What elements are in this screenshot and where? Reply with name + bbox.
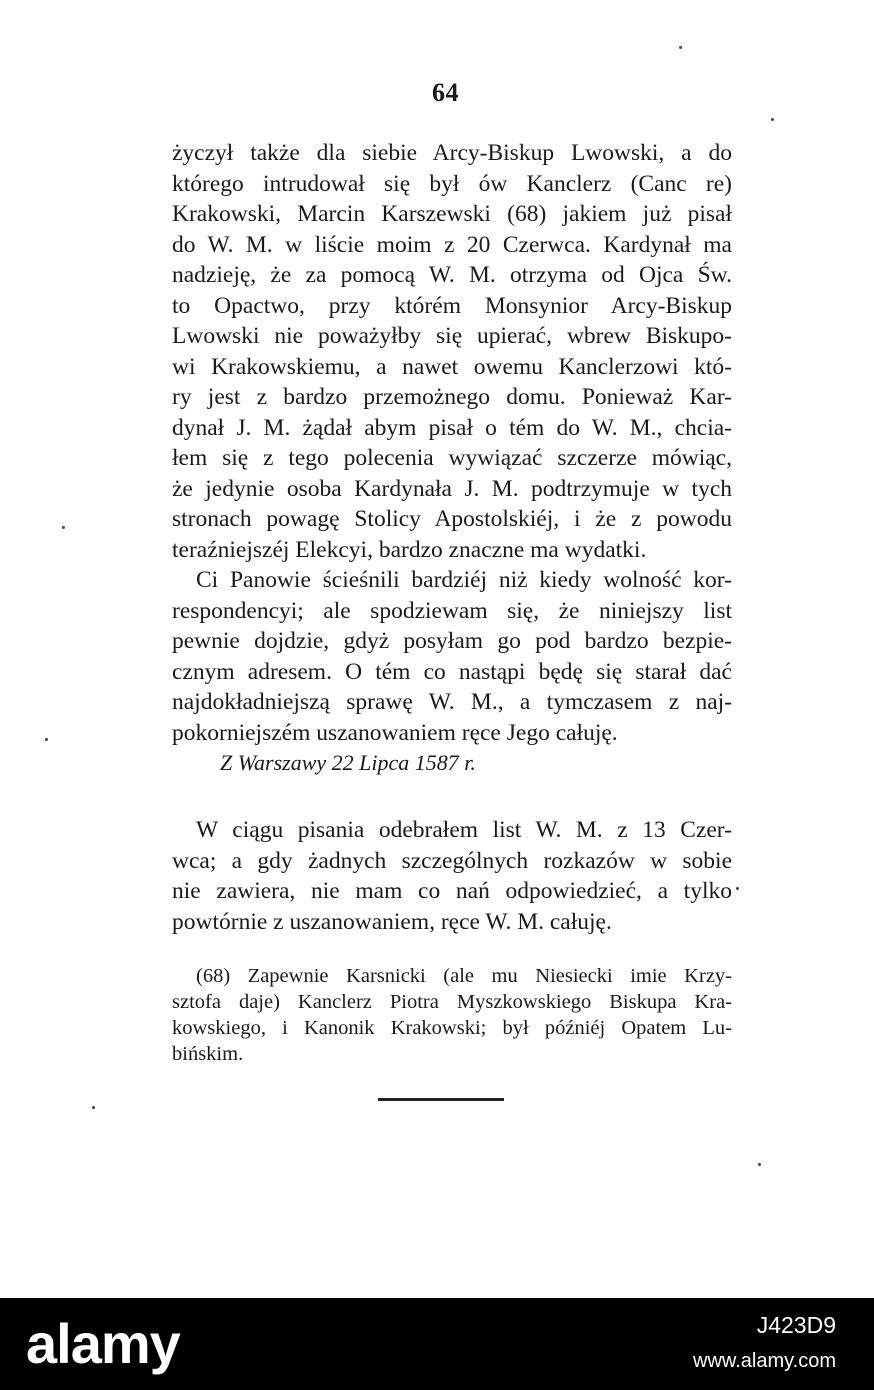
footnote [172,963,732,1067]
text-line: to Opactwo, przy którém Monsynior Arcy-Biskup [172,292,732,319]
footnote-line: (68) Zapewnie Karsnicki (ale mu Niesiecki imie Krzy- [196,965,732,987]
text-line: nadzieję, że za pomocą W. M. otrzyma od Ojca Św. [172,262,732,288]
scan-speck [758,1163,761,1166]
text-line: nie zawiera, nie mam co nań odpowiedzieć, a tylko [172,878,732,904]
footnote-line: bińskim. [172,1043,244,1065]
text-line: wca; a gdy żadnych szczególnych rozkazów w sobie [172,847,732,874]
stock-image-id: J423D9 [756,1312,836,1338]
closing-rule [378,1098,504,1101]
text-line: do W. M. w liście moim z 20 Czerwca. Kardynał ma [172,231,732,258]
footnote-line: kowskiego, i Kanonik Krakowski; był późniéj Opatem Lu- [172,1017,732,1039]
scan-speck [736,887,739,890]
scan-speck [92,1106,95,1109]
text-line: łem się z tego polecenia wywiązać szczerze mówiąc, [172,445,732,471]
text-line: dynał J. M. żądał abym pisał o tém do W. M., chcia- [172,414,732,441]
scan-speck [771,118,774,121]
text-line: wi Krakowskiemu, a nawet owemu Kanclerzowi któ- [172,353,732,380]
text-line: pewnie dojdzie, gdyż posyłam go pod bardzo bezpie- [172,628,732,654]
text-line: Krakowski, Marcin Karszewski (68) jakiem już pisał [172,201,732,227]
scan-speck [62,526,65,529]
page-number: 64 [432,78,459,107]
scan-speck [679,46,682,49]
text-line: życzył także dla siebie Arcy-Biskup Lwowski, a do [172,140,732,166]
text-line: którego intrudował się był ów Kanclerz (Canc re) [172,170,732,197]
stock-brand-logo: alamy [26,1312,180,1375]
text-line: Ci Panowie ścieśnili bardziéj niż kiedy wolność kor- [196,567,732,593]
footnote-line: sztofa daje) Kanclerz Piotra Myszkowskiego Biskupa Kra- [172,991,732,1013]
text-line: respondencyi; ale spodziewam się, że niniejszy list [172,597,732,624]
stock-url: www.alamy.com [693,1350,836,1372]
text-line: teraźniejszéj Elekcyi, bardzo znaczne ma wydatki. [172,536,647,563]
letter-dateline: Z Warszawy 22 Lipca 1587 r. [220,750,476,775]
text-line: pokorniejszém uszanowaniem ręce Jego całuję. [172,719,618,746]
text-line: W ciągu pisania odebrałem list W. M. z 13 Czer- [196,817,732,843]
text-line: powtórnie z uszanowaniem, ręce W. M. całuję. [172,908,612,935]
text-line: ry jest z bardzo przemożnego domu. Ponieważ Kar- [172,384,732,410]
text-line: Lwowski nie poważyłby się upierać, wbrew Biskupo- [172,323,732,349]
text-line: najdokładniejszą sprawę W. M., a tymczasem z naj- [172,689,732,715]
scan-speck [45,738,48,741]
postscript [172,815,732,937]
text-line: cznym adresem. O tém co nastąpi będę się starał dać [172,658,732,685]
text-line: stronach powagę Stolicy Apostolskiéj, i że z powodu [172,506,732,532]
text-line: że jedynie osoba Kardynała J. M. podtrzymuje w tych [172,475,732,502]
letter-body [172,138,732,779]
